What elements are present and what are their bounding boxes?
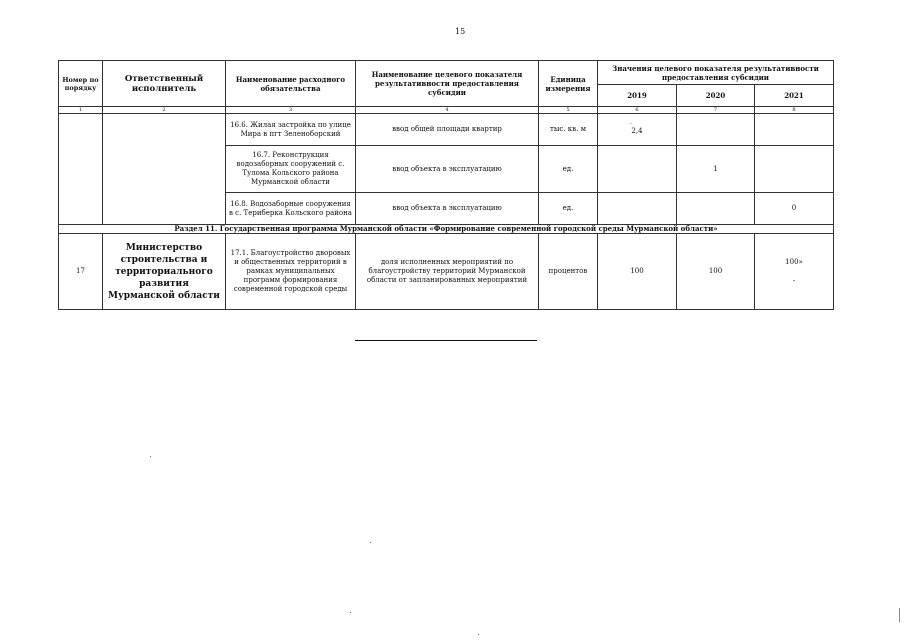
obligation-cell: 16.8. Водозаборные сооружения в с. Териберка Кольского района — [226, 193, 356, 225]
column-number: 5 — [539, 107, 598, 114]
header-values-group: Значения целевого показателя результативности предоставления субсидии — [598, 61, 834, 85]
header-obligation: Наименование расходного обязательства — [226, 61, 356, 107]
scan-speck — [370, 542, 371, 543]
indicator-cell: доля исполненных мероприятий по благоустройству территорий Мурманской области от запланированных мероприятий — [356, 234, 539, 310]
table-row — [59, 114, 834, 146]
header-row-number: Номер по порядку — [59, 61, 103, 107]
header-indicator: Наименование целевого показателя результативности предоставления субсидии — [356, 61, 539, 107]
obligation-cell: 16.6. Жилая застройка по улице Мира в пгт Зеленоборский — [226, 114, 356, 146]
scan-speck — [350, 612, 351, 613]
scan-speck — [150, 456, 151, 457]
value-2019-cell — [598, 146, 677, 193]
value-2020-cell: 1 — [677, 146, 755, 193]
value-2019: 2,4 — [631, 127, 643, 135]
executor-cell: Министерство строительства и территориального развития Мурманской области — [103, 234, 226, 310]
value-2020-cell — [677, 193, 755, 225]
unit-cell: процентов — [539, 234, 598, 310]
row-number-cell — [59, 114, 103, 225]
value-2019-cell — [598, 114, 677, 146]
table-row — [59, 234, 834, 310]
column-number: 7 — [677, 107, 755, 114]
row-number-cell: 17 — [59, 234, 103, 310]
column-number: 8 — [755, 107, 834, 114]
header-unit: Единица измерения — [539, 61, 598, 107]
value-2021-cell — [755, 114, 834, 146]
section-row — [59, 225, 834, 234]
indicator-cell: ввод объекта в эксплуатацию — [356, 146, 539, 193]
scan-edge-mark — [899, 608, 900, 622]
indicator-cell: ввод объекта в эксплуатацию — [356, 193, 539, 225]
indicator-cell: ввод общей площади квартир — [356, 114, 539, 146]
value-2021-cell — [755, 146, 834, 193]
section-title: Раздел 11. Государственная программа Мурманской области «Формирование современной городской среды Мурманской области» — [59, 225, 834, 234]
value-2019-cell: 100 — [598, 234, 677, 310]
page-number: 15 — [455, 27, 466, 36]
column-number: 1 — [59, 107, 103, 114]
header-year-2019: 2019 — [598, 85, 677, 107]
value-2019-cell — [598, 193, 677, 225]
column-number: 3 — [226, 107, 356, 114]
column-number: 4 — [356, 107, 539, 114]
header-year-2021: 2021 — [755, 85, 834, 107]
value-2021: 100» — [785, 257, 803, 266]
scan-dot: · — [630, 121, 632, 128]
value-2020-cell — [677, 114, 755, 146]
value-2021-cell: 0 — [755, 193, 834, 225]
header-executor: Ответственный исполнитель — [103, 61, 226, 107]
executor-cell — [103, 114, 226, 225]
value-2020-cell: 100 — [677, 234, 755, 310]
end-separator-line — [355, 340, 537, 341]
value-2021-cell — [755, 234, 834, 310]
header-year-2020: 2020 — [677, 85, 755, 107]
obligation-cell: 17.1. Благоустройство дворовых и общественных территорий в рамках муниципальных программ формирования современной городской среды — [226, 234, 356, 310]
unit-cell: тыс. кв. м — [539, 114, 598, 146]
unit-cell: ед. — [539, 193, 598, 225]
column-number: 2 — [103, 107, 226, 114]
scan-speck — [478, 634, 479, 635]
unit-cell: ед. — [539, 146, 598, 193]
indicator-table — [58, 60, 834, 310]
value-2021-mark: - — [792, 276, 796, 285]
obligation-cell: 16.7. Реконструкция водозаборных сооружений с. Тулома Кольского района Мурманской области — [226, 146, 356, 193]
column-number: 6 — [598, 107, 677, 114]
